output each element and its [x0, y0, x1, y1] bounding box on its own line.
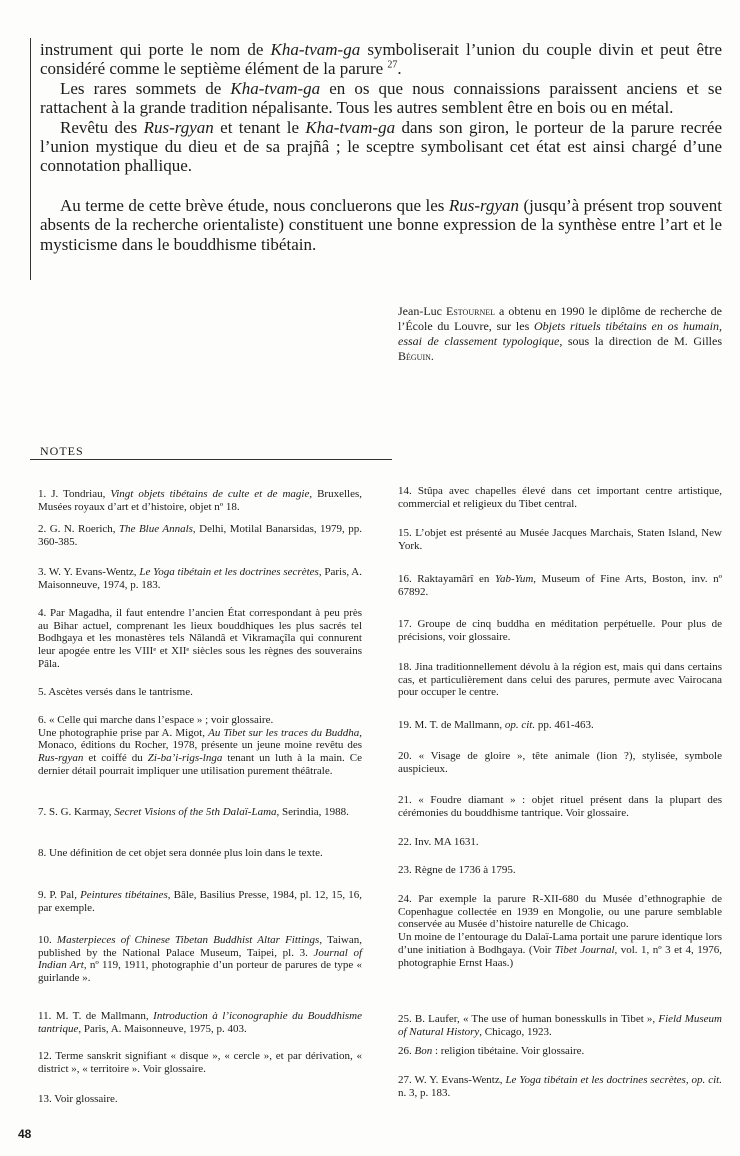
note-4 — [38, 607, 362, 671]
text-run: Rus-rgyan — [143, 117, 214, 137]
page-number: 48 — [18, 1127, 32, 1141]
text-run: 14. Stûpa avec chapelles élevé dans cet important centre artistique, commercial et religieux du Tibet central. — [398, 485, 722, 510]
note-26 — [398, 1045, 722, 1058]
text-run: 4. Par Magadha, il faut entendre l’ancien État correspondant à peu près au Bihar actuel, comprenant les lieux bouddhiques les plus sacrés tel Bodhgaya et les monastères tels Nâlandâ et Vikramaçîla qui connurent leur apogée entre les VIIIᵉ et XIIᵉ siècles sous les règnes des souverains Pâla. — [38, 607, 362, 670]
text-run: 2. G. N. Roerich, — [38, 523, 119, 535]
text-run: Yab-Yum — [494, 573, 534, 585]
text-run: 17. Groupe de cinq buddha en méditation perpétuelle. Pour plus de précisions, voir glossaire. — [398, 618, 722, 643]
text-run: 16. Raktayamârî en — [398, 573, 495, 585]
note-12 — [38, 1050, 362, 1075]
text-run: Peintures tibétaines — [80, 889, 168, 901]
left-margin-rule — [30, 38, 31, 280]
text-run: Rus-rgyan — [38, 752, 84, 765]
text-run: , Serindia, 1988. — [276, 806, 349, 818]
text-run: 23. Règne de 1736 à 1795. — [398, 864, 516, 876]
text-run: 13. Voir glossaire. — [38, 1093, 118, 1105]
note-3 — [38, 566, 362, 591]
text-run: 26. — [398, 1045, 415, 1057]
text-run: Le Yoga tibétain et les doctrines secrètes — [505, 1074, 686, 1086]
note-1 — [38, 488, 362, 513]
text-run: 19. M. T. de Mallmann, — [398, 719, 505, 731]
text-run: n. 3, p. 183. — [398, 1086, 451, 1099]
text-run: op. cit. — [691, 1074, 722, 1086]
note-18 — [398, 661, 722, 699]
text-run: Secret Visions of the 5th Dalaï-Lama — [114, 806, 277, 818]
text-run: Kha-tvam-ga — [230, 78, 321, 98]
text-run: Vingt objets tibétains de culte et de magie — [110, 488, 310, 500]
text-run: 24. Par exemple la parure R-XII-680 du Musée d’ethnographie de Copenhague collectée en 1939 en Mongolie, ou une parure semblable conservée au Musée d’histoire naturelle de Chicago. Un moine de l’entourage du Dalaï-Lama portait une parure identique lors d’une initiation à Bodhgaya. (Voir — [398, 893, 722, 956]
text-run: 10. — [38, 934, 57, 946]
main-text — [40, 40, 722, 254]
note-15 — [398, 527, 722, 552]
text-run: 3. W. Y. Evans-Wentz, — [38, 566, 140, 578]
text-run: 27. W. Y. Evans-Wentz, — [398, 1074, 506, 1086]
text-run: 8. Une définition de cet objet sera donnée plus loin dans le texte. — [38, 847, 323, 859]
text-run: Bon — [414, 1045, 433, 1057]
text-run: op. cit. — [504, 719, 536, 731]
text-run: Journal of Indian Art — [38, 946, 362, 972]
text-run: Kha-tvam-ga — [305, 117, 396, 137]
note-7 — [38, 806, 362, 819]
note-11 — [38, 1010, 362, 1035]
text-run: , Museum of Fine Arts, Boston, inv. nº 67892. — [398, 573, 722, 598]
note-6 — [38, 714, 362, 778]
note-2 — [38, 523, 362, 548]
paragraph-4 — [40, 196, 722, 254]
text-run: 1. J. Tondriau, — [38, 488, 111, 500]
text-run: a obtenu en 1990 le diplôme de recherche de l’École du Louvre, sur les — [398, 304, 722, 333]
note-20 — [398, 750, 722, 775]
text-run: Revêtu des — [60, 117, 144, 137]
note-5 — [38, 686, 362, 699]
note-14 — [398, 485, 722, 510]
text-run: 15. L’objet est présenté au Musée Jacques Marchais, Staten Island, New York. — [398, 527, 722, 552]
text-run: 12. Terme sanskrit signifiant « disque », « cercle », et par dérivation, « district », « territoire ». Voir glossaire. — [38, 1050, 362, 1075]
text-run: Béguin — [398, 349, 431, 363]
text-run: , — [685, 1074, 692, 1086]
text-run: 18. Jina traditionnellement dévolu à la région est, mais qui dans certains cas, et particulièrement dans celui des parures, permute avec Vairocana pour occuper le centre. — [398, 661, 722, 699]
text-run: Field Museum of Natural History — [398, 1013, 722, 1038]
paragraph-2 — [40, 79, 722, 118]
note-9 — [38, 889, 362, 914]
text-run: 25. B. Laufer, « The use of human bonesskulls in Tibet », — [398, 1013, 659, 1025]
text-run: 6. « Celle qui marche dans l’espace » ; voir glossaire. Une photographie prise par A. Migot, — [38, 714, 274, 739]
note-23 — [398, 864, 722, 877]
text-run: sous la direction de M. Gilles — [562, 334, 723, 348]
note-24 — [398, 893, 722, 969]
text-run: pp. 461-463. — [535, 719, 594, 731]
notes-heading: NOTES — [40, 444, 84, 458]
text-run: Rus-rgyan — [448, 195, 520, 215]
text-run: , vol. 1, nº 3 et 4, 1976, photographie Ernst Haas.) — [398, 943, 722, 969]
text-run: dans son giron, le porteur de la parure recrée l’union mystique du dieu et de sa prajñâ ; le sceptre symbolisant cet état est ainsi chargé d’une connotation phallique. — [40, 117, 722, 176]
text-run: et tenant le — [213, 117, 306, 137]
text-run: instrument qui porte le nom de — [40, 40, 271, 59]
text-run: Zi-ba’i-rigs-lnga — [147, 752, 223, 765]
note-27 — [398, 1074, 722, 1099]
text-run: 9. P. Pal, — [38, 889, 81, 901]
text-run: (jusqu’à présent trop souvent absents de la recherche orientaliste) constituent une bonne expression de la synthèse entre l’art et le mysticisme dans le bouddhisme tibétain. — [40, 195, 722, 254]
text-run: 5. Ascètes versés dans le tantrisme. — [38, 686, 193, 698]
text-run: 27 — [387, 59, 398, 71]
text-run: The Blue Annals — [119, 523, 193, 535]
text-run: et coiffé du — [83, 752, 148, 765]
text-run: Masterpieces of Chinese Tibetan Buddhist Altar Fittings — [56, 934, 320, 946]
text-run: , Chicago, 1923. — [479, 1025, 552, 1038]
text-run: 20. « Visage de gloire », tête animale (lion ?), stylisée, symbole auspicieux. — [398, 750, 722, 775]
text-run: Le Yoga tibétain et les doctrines secrètes — [139, 566, 319, 578]
text-run: Tibet Journal — [554, 943, 615, 956]
text-run: tenant un luth à la main. Ce dernier détail pourrait impliquer une utilisation purement théâtrale. — [38, 752, 363, 777]
text-run: Kha-tvam-ga — [270, 40, 361, 59]
author-bio — [398, 304, 722, 364]
text-run: 22. Inv. MA 1631. — [398, 836, 479, 848]
text-run: Estournel — [446, 304, 495, 318]
text-run: , Paris, A. Maisonneuve, 1975, p. 403. — [78, 1022, 247, 1035]
text-run: , Bruxelles, Musées royaux d’art et d’histoire, objet nº 18. — [38, 488, 362, 513]
text-run: Au terme de cette brève étude, nous concluerons que les — [60, 195, 449, 215]
text-run: , Bâle, Basilius Presse, 1984, pl. 12, 15, 16, par exemple. — [38, 889, 362, 914]
note-16 — [398, 573, 722, 598]
text-run: 11. M. T. de Mallmann, — [38, 1010, 154, 1022]
text-run: , Taiwan, published by the National Palace Museum, Taipei, pl. 3. — [38, 934, 362, 959]
text-run: , Monaco, éditions du Rocher, 1978, présente un jeune moine revêtu des — [38, 726, 363, 752]
note-19 — [398, 719, 722, 732]
text-run: , Delhi, Motilal Banarsidas, 1979, pp. 360-385. — [38, 523, 362, 548]
text-run: 21. « Foudre diamant » : objet rituel présent dans la plupart des cérémonies du bouddhisme tantrique. Voir glossaire. — [398, 794, 722, 819]
note-17 — [398, 618, 722, 643]
note-21 — [398, 794, 722, 819]
paragraph-3 — [40, 118, 722, 176]
text-run: . — [430, 349, 434, 363]
text-run: Au Tibet sur les traces du Buddha — [208, 726, 360, 739]
text-run: Introduction à l’iconographie du Bouddhisme tantrique — [38, 1010, 362, 1035]
note-13 — [38, 1093, 362, 1106]
text-run: , nº 119, 1911, photographie d’un porteur de parures de type « guirlande ». — [38, 959, 363, 985]
text-run: , Paris, A. Maisonneuve, 1974, p. 183. — [38, 566, 362, 591]
note-10 — [38, 934, 362, 985]
note-22 — [398, 836, 722, 849]
text-run: : religion tibétaine. Voir glossaire. — [432, 1045, 585, 1057]
text-run: 7. S. G. Karmay, — [38, 806, 115, 818]
note-8 — [38, 847, 362, 860]
text-run: Les rares sommets de — [60, 78, 231, 98]
paragraph-1 — [40, 40, 722, 79]
text-run: . — [397, 59, 402, 79]
text-run: Jean-Luc — [398, 304, 447, 318]
text-run: en os que nous connaissions paraissent anciens et se rattachent à la grande tradition népalisante. Tous les autres semblent être en bois ou en métal. — [40, 78, 722, 118]
note-25 — [398, 1013, 722, 1038]
text-run: symboliserait l’union du couple divin et peut être considéré comme le septième élément de la parure — [40, 40, 723, 79]
notes-rule — [30, 459, 392, 460]
text-run: Objets rituels tibétains en os humain, essai de classement typologique, — [398, 319, 722, 348]
